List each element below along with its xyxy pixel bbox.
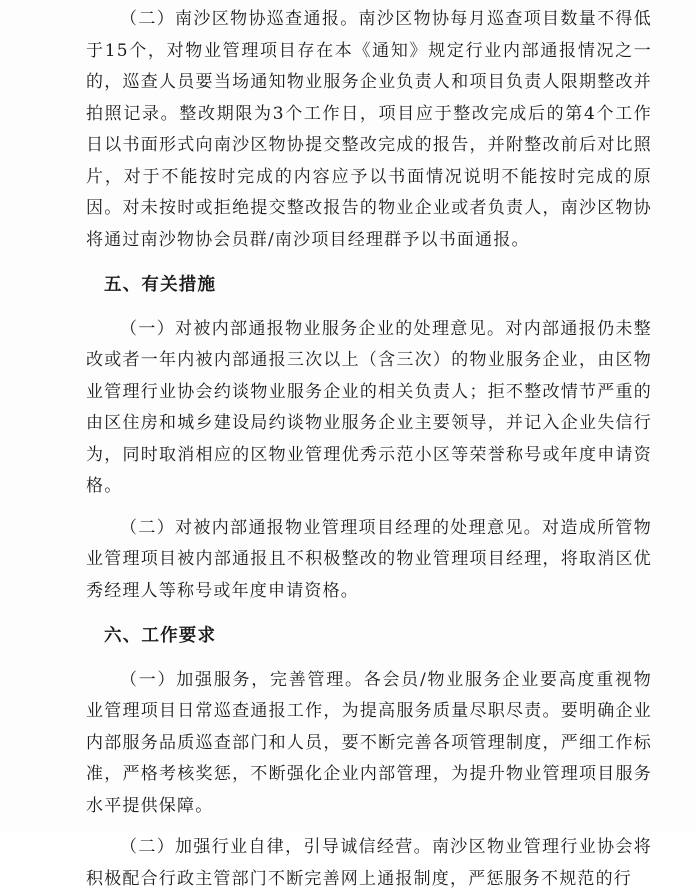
paragraph-inspection-notice: （二）南沙区物协巡查通报。南沙区物协每月巡查项目数量不得低于15个，对物业管理项目存在本《通知》规定行业内部通报情况之一的，巡查人员要当场通知物业服务企业负责人和项目负责人限期整改并拍照记录。整改期限为3个工作日，项目应于整改完成后的第4个工作日以书面形式向南沙区物协提交整改完成的报告，并附整改前后对比照片，对于不能按时完成的内容应予以书面情况说明不能按时完成的原因。对未按时或拒绝提交整改报告的物业企业或者负责人，南沙区物协将通过南沙物协会员群/南沙项目经理群予以书面通报。 (86, 9, 652, 250)
section-heading-requirements: 六、工作要求 (104, 626, 217, 646)
paragraph-strengthen-service: （一）加强服务，完善管理。各会员/物业服务企业要高度重视物业管理项目日常巡查通报工作，为提高服务质量尽职尽责。要明确企业内部服务品质巡查部门和人员，要不断完善各项管理制度，严细工作标准，严格考核奖惩，不断强化企业内部管理，为提升物业管理项目服务水平提供保障。 (86, 669, 652, 816)
section-heading-measures: 五、有关措施 (104, 275, 217, 295)
paragraph-industry-self-discipline: （二）加强行业自律，引导诚信经营。南沙区物业管理行业协会将积极配合行政主管部门不断完善网上通报制度，严惩服务不规范的行 (86, 837, 652, 889)
paragraph-enterprise-handling: （一）对被内部通报物业服务企业的处理意见。对内部通报仍未整改或者一年内被内部通报三次以上（含三次）的物业服务企业，由区物业管理行业协会约谈物业服务企业的相关负责人；拒不整改情节严重的由区住房和城乡建设局约谈物业服务企业主要领导，并记入企业失信行为，同时取消相应的区物业管理优秀示范小区等荣誉称号或年度申请资格。 (86, 318, 652, 496)
document-body (86, 4, 652, 895)
paragraph-manager-handling: （二）对被内部通报物业管理项目经理的处理意见。对造成所管物业管理项目被内部通报且不积极整改的物业管理项目经理，将取消区优秀经理人等称号或年度申请资格。 (86, 517, 652, 601)
